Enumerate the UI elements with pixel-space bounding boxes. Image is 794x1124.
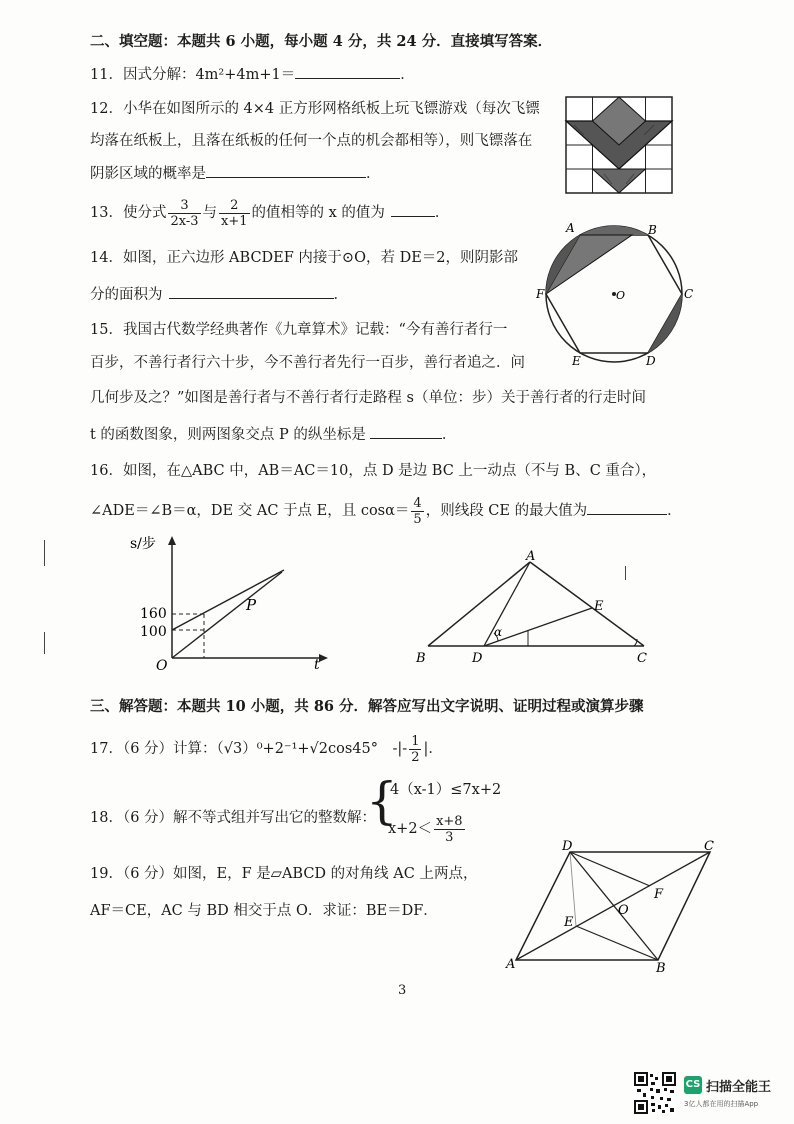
q19-label-b: B	[656, 961, 666, 972]
question-15-line4	[90, 424, 456, 445]
q14-end: ．	[333, 287, 348, 303]
graph-y-axis-label: s/步	[130, 536, 156, 552]
page-number: 3	[398, 983, 407, 998]
q16-label-alpha: α	[494, 625, 503, 639]
question-11	[90, 64, 415, 85]
q17-post: |．	[423, 741, 443, 757]
q12-end: ．	[366, 166, 381, 182]
q18-pre: 18．（6 分）解不等式组并写出它的整数解：	[90, 810, 377, 826]
q16-cos-den: 5	[413, 511, 422, 527]
q16-line2-post: ，则线段 CE 的最大值为	[425, 503, 588, 519]
q16-label-a: A	[526, 550, 536, 564]
q14-label-c: C	[684, 287, 694, 301]
q14-label-d: D	[646, 354, 656, 368]
q19-label-c: C	[704, 839, 714, 854]
q14-label-a: A	[566, 221, 575, 235]
question-16-line2	[90, 494, 682, 528]
q18-inequality-2	[388, 812, 467, 846]
q19-label-f: F	[654, 887, 664, 902]
question-14-line2	[90, 284, 348, 305]
q16-cos-num: 4	[413, 495, 422, 511]
q19-label-o: O	[618, 903, 629, 918]
graph-origin-label: O	[156, 658, 168, 674]
q13-end: ．	[434, 205, 450, 221]
q17-fraction	[409, 734, 421, 765]
q13-f2-num: 2	[219, 198, 250, 214]
q18-ineq2-pre: x+2＜	[388, 821, 433, 837]
q17-f-den: 2	[411, 749, 420, 765]
question-13	[90, 196, 449, 230]
q19-label-d: D	[562, 839, 573, 854]
q18-inequality-1: 4（x-1）≤7x+2	[390, 782, 502, 798]
q15-line1: 15．我国古代数学经典著作《九章算术》记载：“今有善行者行一	[90, 322, 508, 338]
q13-pre: 13．使分式	[90, 205, 167, 221]
section-3-header: 三、解答题：本题共 10 小题，共 86 分．解答应写出文字说明、证明过程或演算步骤	[90, 698, 644, 715]
qr-code-icon	[634, 1072, 676, 1114]
scan-mark-1	[44, 540, 45, 566]
camscanner-tagline: 3亿人都在用的扫描App	[684, 1100, 759, 1108]
q16-label-d: D	[472, 651, 483, 666]
q19-label-a: A	[506, 957, 516, 972]
q16-line2-pre: ∠ADE＝∠B＝α，DE 交 AC 于点 E，且 cosα＝	[90, 503, 410, 519]
q17-pre: 17．（6 分）计算：（√3）⁰+2⁻¹+√2cos45° -|-	[90, 741, 408, 757]
q11-text: 11．因式分解：4m²+4m+1＝	[90, 67, 296, 83]
q14-line2: 分的面积为	[90, 287, 163, 303]
q16-end: ．	[667, 503, 682, 519]
q12-line1: 12．小华在如图所示的 4×4 正方形网格纸板上玩飞镖游戏（每次飞镖	[90, 101, 540, 117]
graph-tick-160: 160	[140, 606, 167, 622]
graph-tick-100: 100	[140, 624, 167, 640]
q15-end: ．	[441, 427, 457, 443]
dart-board-grid-figure	[564, 96, 674, 194]
section-2-header: 二、填空题：本题共 6 小题，每小题 4 分，共 24 分．直接填写答案．	[90, 33, 553, 50]
distance-time-graph	[126, 532, 336, 674]
q13-fraction-2	[219, 198, 250, 229]
q18-f-den: 3	[445, 829, 454, 845]
q14-label-f: F	[536, 287, 545, 301]
q13-mid: 与	[202, 205, 217, 221]
q18-fraction	[434, 814, 465, 845]
q15-line3: 几何步及之？”如图是善行者与不善行者行走路程 s（单位：步）关于善行者的行走时间	[90, 390, 646, 406]
camscanner-app-name: 扫描全能王	[706, 1080, 772, 1095]
q13-f2-den: x+1	[221, 213, 248, 229]
q19-line1: 19．（6 分）如图，E，F 是▱ABCD 的对角线 AC 上两点，	[90, 866, 478, 882]
q16-label-b: B	[416, 651, 426, 666]
q15-answer-blank[interactable]	[370, 424, 442, 439]
q18-system-brace: {	[366, 772, 398, 830]
q12-line3: 阴影区域的概率是	[90, 166, 206, 182]
triangle-abc-figure	[414, 550, 664, 668]
q13-post: 的值相等的 x 的值为	[251, 205, 385, 221]
q15-line4: t 的函数图象，则两图象交点 P 的纵坐标是	[90, 427, 366, 443]
q16-cos-fraction	[411, 496, 423, 527]
q11-end: ．	[400, 67, 415, 83]
scan-mark-3	[625, 566, 626, 580]
camscanner-logo-icon: CS	[684, 1076, 702, 1094]
q18-f-num: x+8	[436, 813, 463, 829]
q13-fraction-1	[168, 198, 200, 229]
q19-label-e: E	[564, 915, 574, 930]
graph-point-p-label: P	[246, 596, 257, 614]
q13-answer-blank[interactable]	[391, 202, 435, 217]
question-12-line3	[90, 163, 381, 184]
parallelogram-figure	[504, 838, 728, 972]
q16-answer-blank[interactable]	[587, 500, 667, 515]
q14-line1: 14．如图，正六边形 ABCDEF 内接于⊙O，若 DE＝2，则阴影部	[90, 250, 519, 266]
hexagon-circle-figure	[536, 220, 696, 372]
q14-label-b: B	[648, 223, 657, 237]
q19-line2: AF＝CE，AC 与 BD 相交于点 O．求证：BE＝DF．	[90, 903, 438, 919]
q11-answer-blank[interactable]	[295, 64, 400, 79]
q16-label-c: C	[637, 651, 647, 666]
q12-answer-blank[interactable]	[206, 163, 366, 178]
q14-label-e: E	[572, 354, 581, 368]
q14-answer-blank[interactable]	[169, 284, 334, 299]
q13-f1-num: 3	[168, 198, 200, 214]
q16-line1: 16．如图，在△ABC 中，AB＝AC＝10，点 D 是边 BC 上一动点（不与 B、C 重合），	[90, 463, 657, 479]
question-17	[90, 732, 443, 766]
q15-line2: 百步，不善行者行六十步，今不善行者先行一百步，善行者追之．问	[90, 355, 525, 371]
q13-f1-den: 2x-3	[170, 213, 199, 229]
q12-line2: 均落在纸板上，且落在纸板的任何一个点的机会都相等），则飞镖落在	[90, 133, 533, 149]
q14-label-o: O	[616, 289, 626, 302]
q17-f-num: 1	[411, 733, 420, 749]
q16-label-e: E	[594, 599, 604, 614]
scan-mark-2	[44, 632, 45, 654]
graph-x-axis-label: t	[314, 657, 320, 673]
